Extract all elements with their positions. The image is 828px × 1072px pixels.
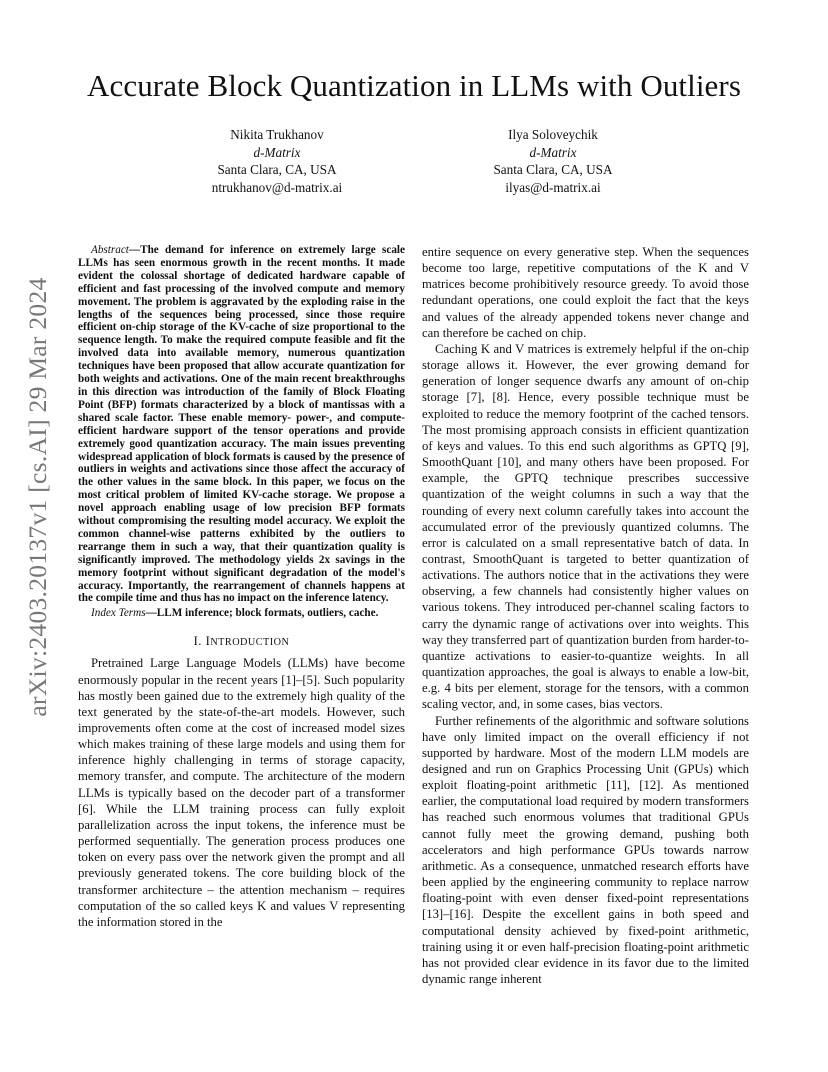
paper-title: Accurate Block Quantization in LLMs with Outliers bbox=[86, 68, 742, 103]
section-number: I. bbox=[193, 634, 202, 649]
author-name: Ilya Soloveychik bbox=[508, 127, 598, 142]
index-terms-label: Index Terms bbox=[91, 607, 146, 620]
index-terms: Index Terms—LLM inference; block formats, outliers, cache. bbox=[91, 607, 379, 620]
left-column bbox=[78, 244, 405, 930]
author-block-2 bbox=[438, 126, 668, 196]
abstract: Abstract—The demand for inference on extremely large scale LLMs has seen enormous growth in the recent months. It made evident the colossal shortage of dedicated hardware capable of efficient and fast processing of the involved compute and memory movement. The problem is aggravated by the exploding raise in the lengths of the sequences being processed, since those require efficient on-chip storage of the KV-cache of size proportional to the sequence length. To make the required compute feasible and fit the involved data into available memory, numerous quantization techniques have been proposed that allow accurate quantization for both weights and activations. One of the main recent breakthroughs in this direction was introduction of the family of Block Floating Point (BFP) formats characterized by a block of mantissas with a shared scale factor. These enable memory- power-, and compute- efficient hardware support of the tensor operations and provide extremely good quantization accuracy. The main issues preventing widespread application of block formats is caused by the presence of outliers in weights and activations since those affect the accuracy of the other values in the same block. In this paper, we focus on the most critical problem of limited KV-cache storage. We propose a novel approach enabling usage of low precision BFP formats without compromising the resulting model accuracy. We exploit the common channel-wise patterns exhibited by the outliers to rearrange them in such a way, that their quantization quality is significantly improved. The methodology yields 2x savings in the memory footprint without significant degradation of the model's accuracy. Importantly, the rearrangement of channels happens at the compile time and thus has no impact on the inference latency. bbox=[78, 244, 405, 605]
paragraph: Pretrained Large Language Models (LLMs) have become enormously popular in the recent years [1]–[5]. Such popularity has mostly been gained due to the extremely high quality of the text generated by the state-of-the-art models. However, such improvements often come at the cost of increased model sizes which makes training of these large models and using them for inference highly challenging in terms of storage capacity, memory transfer, and compute. The architecture of the modern LLMs is typically based on the decoder part of a transformer [6]. While the LLM training process can fully exploit parallelization across the input tokens, the inference must be performed sequentially. The generation process produces one token on every pass over the network given the prompt and all previously generated tokens. The core building block of the transformer architecture – the attention mechanism – requires computation of the so called keys K and values V representing the information stored in the bbox=[78, 656, 405, 929]
author-location: Santa Clara, CA, USA bbox=[493, 162, 613, 177]
paragraph: Caching K and V matrices is extremely helpful if the on-chip storage allows it. However, the ever growing demand for generation of longer sequence dwarfs any amount of on-chip storage [7], [8]. Hence, every possible technique must be exploited to reduce the memory footprint of the cached tensors. The most promising approach consists in efficient quantization of keys and values. To this end such algorithms as GPTQ [9], SmoothQuant [10], and many others have been proposed. For example, the GPTQ technique prescribes successive quantization of the weight columns in such a way that the rounding of every next column carefully takes into account the accumulated error of the previously quantized columns. The error is calculated on a small representative batch of data. In contrast, SmoothQuant is targeted to better quantization of activations. The authors notice that in the activations they were observing, a few channels had consistently higher values on various tokens. They introduced per-channel scaling factors to carry the dynamic range of activations over into weights. This way they transferred part of quantization burden from harder-to-quantize activations to easier-to-quantize weights. In all quantization approaches, the goal is always to enable a low-bit, e.g. 4 bits per element, storage for the tensors, with a common scaling vector, and, in some cases, bias vectors. bbox=[422, 341, 749, 712]
paragraph: entire sequence on every generative step. When the sequences become too large, repetitive computations of the K and V matrices become prohibitively resource greedy. To avoid those redundant operations, one could exploit the fact that the keys and values of the already appended tokens never change and can therefore be cached on chip. bbox=[422, 245, 749, 340]
arxiv-identifier: arXiv:2403.20137v1 [cs.AI] 29 Mar 2024 bbox=[23, 277, 52, 717]
abstract-text: The demand for inference on extremely large scale LLMs has seen enormous growth in the recent months. It made evident the colossal shortage of dedicated hardware capable of efficient and fast processing of the involved compute and memory movement. The problem is aggravated by the exploding raise in the lengths of the sequences being processed, since those require efficient on-chip storage of the KV-cache of size proportional to the sequence length. To make the required compute feasible and fit the involved data into available memory, numerous quantization techniques have been proposed that allow accurate quantization for both weights and activations. One of the main recent breakthroughs in this direction was introduction of the family of Block Floating Point (BFP) formats characterized by a block of mantissas with a shared scale factor. These enable memory- power-, and compute- efficient hardware support of the tensor operations and provide extremely good quantization accuracy. The main issues preventing widespread application of block formats is caused by the presence of outliers in weights and activations since those affect the accuracy of the other values in the same block. In this paper, we focus on the most critical problem of limited KV-cache storage. We propose a novel approach enabling usage of low precision BFP formats without compromising the resulting model accuracy. We exploit the common channel-wise patterns exhibited by the outliers to rearrange them in such a way, that their quantization quality is significantly improved. The methodology yields 2x savings in the memory footprint without significant degradation of the model's accuracy. Importantly, the rearrangement of channels happens at the compile time and thus has no impact on the inference latency. bbox=[78, 244, 405, 605]
author-affiliation: d-Matrix bbox=[529, 144, 577, 160]
index-terms-text: LLM inference; block formats, outliers, cache. bbox=[156, 607, 379, 620]
arxiv-stamp bbox=[22, 277, 54, 717]
author-name: Nikita Trukhanov bbox=[230, 127, 324, 142]
abstract-label: Abstract bbox=[91, 244, 129, 256]
author-location: Santa Clara, CA, USA bbox=[217, 162, 337, 177]
section-title: INTRODUCTION bbox=[205, 634, 290, 649]
right-column bbox=[422, 244, 749, 987]
paragraph: Further refinements of the algorithmic and software solutions have only limited impact on the overall efficiency if not supported by hardware. Most of the modern LLM models are designed and run on Graphics Processing Unit (GPUs) which exploit floating-point arithmetic [11], [12]. As mentioned earlier, the computational load required by modern transformers has reached such enormous volumes that traditional GPUs cannot fully meet the growing demand, pushing both accelerators and high performance GPUs towards narrow arithmetic. As a consequence, unmatched research efforts have been applied by the engineering community to replace narrow floating-point with even denser fixed-point representations [13]–[16]. Despite the excellent gains in both speed and computational density achieved by fixed-point arithmetic, training using it or even half-precision floating-point arithmetic has not provided clear evidence in its favor due to the limited dynamic range inherent bbox=[422, 713, 749, 987]
author-affiliation: d-Matrix bbox=[253, 144, 301, 160]
author-email[interactable]: ntrukhanov@d-matrix.ai bbox=[211, 179, 343, 195]
author-email[interactable]: ilyas@d-matrix.ai bbox=[505, 179, 601, 195]
section-heading bbox=[78, 634, 405, 649]
author-block-1 bbox=[162, 126, 392, 196]
